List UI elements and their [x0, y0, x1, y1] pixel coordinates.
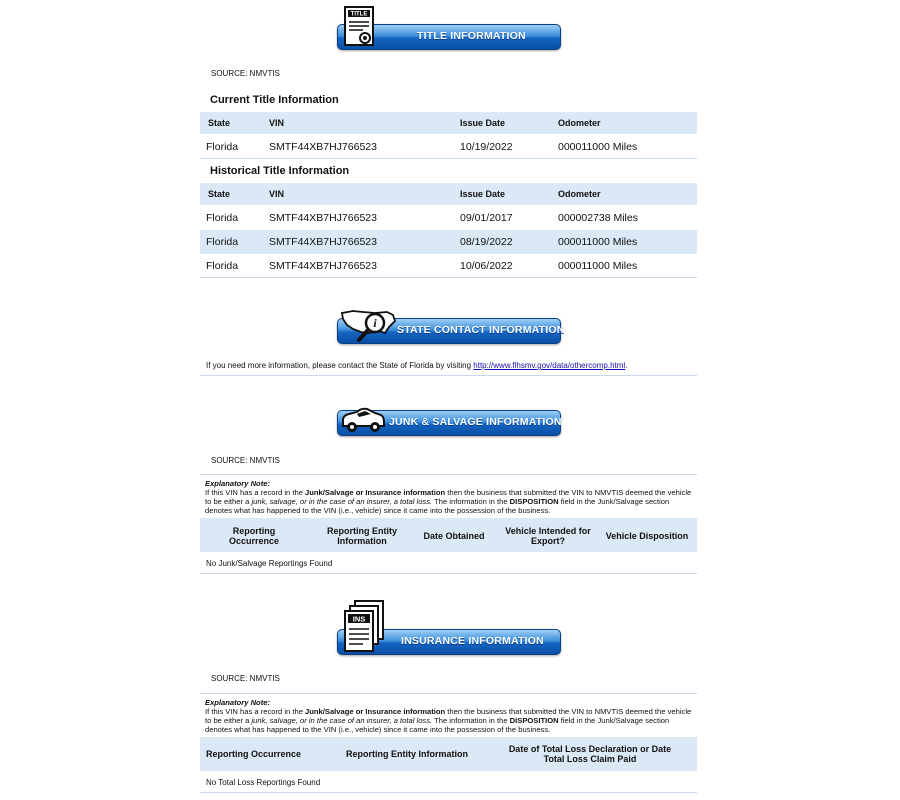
- divider: [200, 693, 697, 694]
- junk-empty-message: No Junk/Salvage Reportings Found: [206, 559, 333, 568]
- note-text: If this VIN has a record in the: [205, 707, 306, 716]
- title-icon-label: TITLE: [350, 11, 368, 18]
- note-text: The information in the: [432, 716, 510, 725]
- table-row: [200, 206, 697, 230]
- historical-title-header-row: [200, 183, 697, 205]
- cell-vin: SMTF44XB7HJ766523: [269, 236, 377, 248]
- divider: [200, 792, 697, 793]
- banner-label: INSURANCE INFORMATION: [401, 635, 544, 647]
- note-text: then the business that submitted the VIN to NMVTIS deemed the vehicle to be either a: [205, 707, 692, 725]
- svg-text:i: i: [373, 316, 377, 330]
- insurance-documents-icon: [341, 599, 389, 657]
- banner-label: STATE CONTACT INFORMATION: [397, 324, 565, 336]
- note-title: Explanatory Note:: [205, 698, 270, 707]
- divider: [200, 474, 697, 475]
- divider: [200, 375, 697, 376]
- note-text: field in the Junk/Salvage section denotes what has happened to the VIN (i.e., vehicle) since it came into the possession of the business.: [205, 497, 670, 515]
- note-text: then the business that submitted the VIN to NMVTIS deemed the vehicle to be either a: [205, 488, 692, 506]
- historical-title-heading: Historical Title Information: [210, 165, 350, 177]
- col-disposition: Vehicle Disposition: [605, 531, 689, 541]
- state-contact-period: .: [625, 361, 628, 370]
- cell-odometer: 000002738 Miles: [558, 212, 638, 224]
- col-reporting-entity: Reporting Entity Information: [327, 526, 397, 546]
- state-contact-message: If you need more information, please contact the State of Florida by visiting: [206, 361, 474, 370]
- note-italic: junk, salvage, or in the case of an insurer, a total loss.: [251, 497, 433, 506]
- cell-issue-date: 09/01/2017: [460, 212, 513, 224]
- cell-issue-date: 10/06/2022: [460, 260, 513, 272]
- divider: [200, 158, 697, 159]
- col-state: State: [208, 189, 231, 199]
- col-odometer: Odometer: [558, 118, 601, 128]
- junk-header-row: [200, 518, 697, 552]
- cell-vin: SMTF44XB7HJ766523: [269, 260, 377, 272]
- note-bold: DISPOSITION: [509, 716, 559, 725]
- table-row: [200, 135, 697, 159]
- col-reporting-entity: Reporting Entity Information: [346, 749, 468, 759]
- cell-odometer: 000011000 Miles: [558, 141, 638, 153]
- col-date-obtained: Date Obtained: [423, 531, 485, 541]
- state-contact-text: [206, 361, 627, 370]
- insurance-source: SOURCE: NMVTIS: [211, 674, 280, 683]
- cell-issue-date: 08/19/2022: [460, 236, 513, 248]
- note-text: If this VIN has a record in the: [205, 488, 306, 497]
- divider: [200, 277, 697, 278]
- junk-source: SOURCE: NMVTIS: [211, 456, 280, 465]
- note-text: The information in the: [432, 497, 510, 506]
- banner-label: TITLE INFORMATION: [417, 30, 526, 42]
- table-row: [200, 230, 697, 254]
- cell-odometer: 000011000 Miles: [558, 236, 638, 248]
- col-reporting-occurrence: Reporting Occurrence: [228, 526, 280, 546]
- col-issue-date: Issue Date: [460, 118, 506, 128]
- col-reporting-occurrence: Reporting Occurrence: [206, 749, 302, 759]
- col-total-loss-date: Date of Total Loss Declaration or Date Total Loss Claim Paid: [508, 744, 672, 764]
- title-document-icon: [343, 5, 379, 49]
- current-title-header-row: [200, 112, 697, 134]
- insurance-empty-message: No Total Loss Reportings Found: [206, 778, 321, 787]
- note-title: Explanatory Note:: [205, 479, 270, 488]
- col-vin: VIN: [269, 189, 285, 199]
- table-row: [200, 254, 697, 278]
- cell-state: Florida: [206, 141, 239, 153]
- title-source: SOURCE: NMVTIS: [211, 69, 280, 78]
- insurance-icon-label: INS: [352, 614, 366, 624]
- cell-issue-date: 10/19/2022: [460, 141, 513, 153]
- cell-vin: SMTF44XB7HJ766523: [269, 212, 377, 224]
- insurance-header-row: [200, 737, 697, 771]
- current-title-heading: Current Title Information: [210, 94, 339, 106]
- usa-map-magnifier-icon: [339, 303, 399, 345]
- cell-state: Florida: [206, 260, 239, 272]
- note-italic: junk, salvage, or in the case of an insurer, a total loss.: [251, 716, 433, 725]
- state-contact-link[interactable]: http://www.flhsmv.gov/data/othercomp.html: [473, 361, 626, 370]
- col-state: State: [208, 118, 231, 128]
- col-vin: VIN: [269, 118, 285, 128]
- note-bold: Junk/Salvage or Insurance information: [305, 488, 446, 497]
- note-bold: DISPOSITION: [509, 497, 559, 506]
- col-odometer: Odometer: [558, 189, 601, 199]
- note-text: field in the Junk/Salvage section denotes what has happened to the VIN (i.e., vehicle) since it came into the possession of the business.: [205, 716, 670, 734]
- banner-label: JUNK & SALVAGE INFORMATION: [389, 416, 562, 428]
- tow-truck-icon: [339, 404, 387, 436]
- insurance-explanatory-note: [205, 698, 695, 734]
- cell-vin: SMTF44XB7HJ766523: [269, 141, 377, 153]
- cell-state: Florida: [206, 236, 239, 248]
- col-issue-date: Issue Date: [460, 189, 506, 199]
- junk-explanatory-note: [205, 479, 695, 515]
- col-export: Vehicle Intended for Export?: [505, 526, 591, 546]
- cell-odometer: 000011000 Miles: [558, 260, 638, 272]
- cell-state: Florida: [206, 212, 239, 224]
- divider: [200, 573, 697, 574]
- note-bold: Junk/Salvage or Insurance information: [305, 707, 446, 716]
